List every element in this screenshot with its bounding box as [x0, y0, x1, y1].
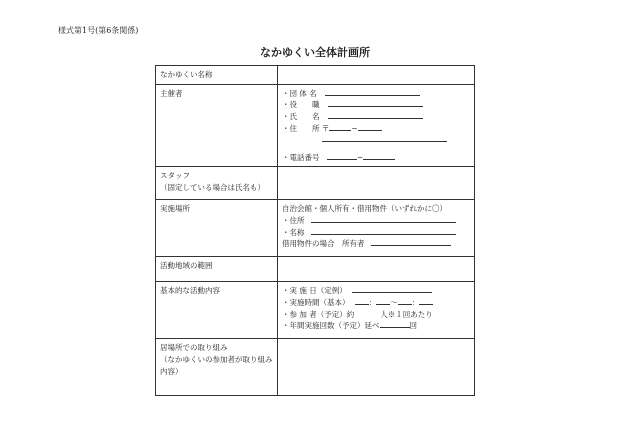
value-staff[interactable] — [278, 167, 475, 200]
time-tilde: 〜 — [390, 298, 398, 307]
address-line[interactable] — [322, 134, 447, 142]
participants-label: ・参 加 者（予定）約 — [282, 309, 355, 319]
venue-name-label: ・名称 — [282, 227, 305, 237]
activity-date-field[interactable] — [282, 285, 470, 297]
staff-sublabel: （固定している場合は氏名も） — [160, 183, 265, 192]
organizer-name-label: ・氏 名 — [282, 111, 320, 121]
time-start-hour[interactable] — [355, 297, 369, 305]
value-organizer — [278, 84, 475, 167]
postal-mark: 〒 — [321, 123, 330, 133]
time-colon-1: ： — [368, 298, 377, 307]
label-staff — [156, 167, 278, 200]
time-colon-2: ： — [411, 298, 420, 307]
phone-dash: − — [356, 152, 364, 162]
venue-name-line[interactable] — [311, 227, 456, 235]
value-area[interactable] — [278, 257, 475, 282]
staff-label: スタッフ — [160, 171, 190, 181]
organizer-position-label: ・役 職 — [282, 100, 320, 110]
phone-line-1[interactable] — [327, 152, 357, 160]
postal-line-1[interactable] — [329, 123, 351, 131]
organizer-position-line[interactable] — [328, 99, 423, 107]
organizer-group-label: ・団 体 名 — [282, 88, 317, 98]
value-venue — [278, 200, 475, 257]
time-end-min[interactable] — [419, 297, 433, 305]
venue-owner-line[interactable] — [371, 238, 451, 246]
row-hub — [156, 339, 475, 396]
activity-time-label: ・実施時間（基本） — [282, 298, 350, 307]
annual-label: ・年間実施回数（予定）延べ — [282, 321, 380, 331]
postal-dash: − — [351, 123, 358, 133]
value-name[interactable] — [278, 66, 475, 85]
document-title: なかゆくい全体計画所 — [260, 46, 370, 59]
activity-annual-field[interactable] — [282, 320, 470, 332]
organizer-group-field[interactable] — [282, 88, 470, 100]
organizer-position-field[interactable] — [282, 99, 470, 111]
organizer-address-field[interactable] — [282, 123, 470, 135]
venue-owner-field[interactable] — [282, 238, 470, 250]
venue-address-line[interactable] — [311, 215, 456, 223]
venue-name-field[interactable] — [282, 227, 470, 239]
venue-address-label: ・住所 — [282, 216, 305, 225]
plan-form-table — [155, 65, 475, 396]
label-activity: 基本的な活動内容 — [156, 282, 278, 339]
activity-date-line[interactable] — [352, 285, 432, 293]
label-venue: 実施場所 — [156, 200, 278, 257]
label-area: 活動地域の範囲 — [156, 257, 278, 282]
row-organizer — [156, 84, 475, 167]
annual-count-line[interactable] — [380, 320, 410, 328]
row-venue — [156, 200, 475, 257]
venue-type-choice[interactable]: 自治会館・個人所有・借用物件（いずれかに〇） — [282, 204, 447, 214]
venue-address-field[interactable] — [282, 215, 470, 227]
postal-line-2[interactable] — [358, 123, 382, 131]
time-start-min[interactable] — [376, 297, 390, 305]
phone-line-2[interactable] — [363, 152, 395, 160]
row-activity — [156, 282, 475, 339]
participants-suffix: 人※１回あたり — [380, 309, 433, 319]
activity-participants-field[interactable] — [282, 309, 470, 321]
hub-sublabel: （なかゆくいの参加者が取り組み内容） — [160, 355, 273, 376]
row-name — [156, 66, 475, 85]
activity-date-suffix: （定例） — [316, 286, 347, 296]
organizer-phone-field[interactable] — [282, 152, 470, 164]
value-activity — [278, 282, 475, 339]
value-hub[interactable] — [278, 339, 475, 396]
label-hub — [156, 339, 278, 396]
form-number: 様式第1号(第6条関係) — [58, 26, 139, 35]
activity-time-field[interactable] — [282, 297, 470, 309]
annual-suffix: 回 — [409, 321, 417, 331]
organizer-group-line[interactable] — [325, 88, 420, 96]
row-staff — [156, 167, 475, 200]
venue-owner-label: 借用物件の場合 所有者 — [282, 239, 365, 249]
label-organizer: 主催者 — [156, 84, 278, 167]
time-end-hour[interactable] — [398, 297, 412, 305]
hub-label: 居場所での取り組み — [160, 343, 228, 353]
row-area — [156, 257, 475, 282]
organizer-address-label: ・住 所 — [282, 123, 320, 133]
label-name: なかゆくい名称 — [156, 66, 278, 85]
organizer-name-field[interactable] — [282, 111, 470, 123]
activity-date-label: ・実 施 日 — [282, 286, 317, 296]
organizer-name-line[interactable] — [328, 111, 423, 119]
organizer-phone-label: ・電話番号 — [282, 152, 320, 162]
